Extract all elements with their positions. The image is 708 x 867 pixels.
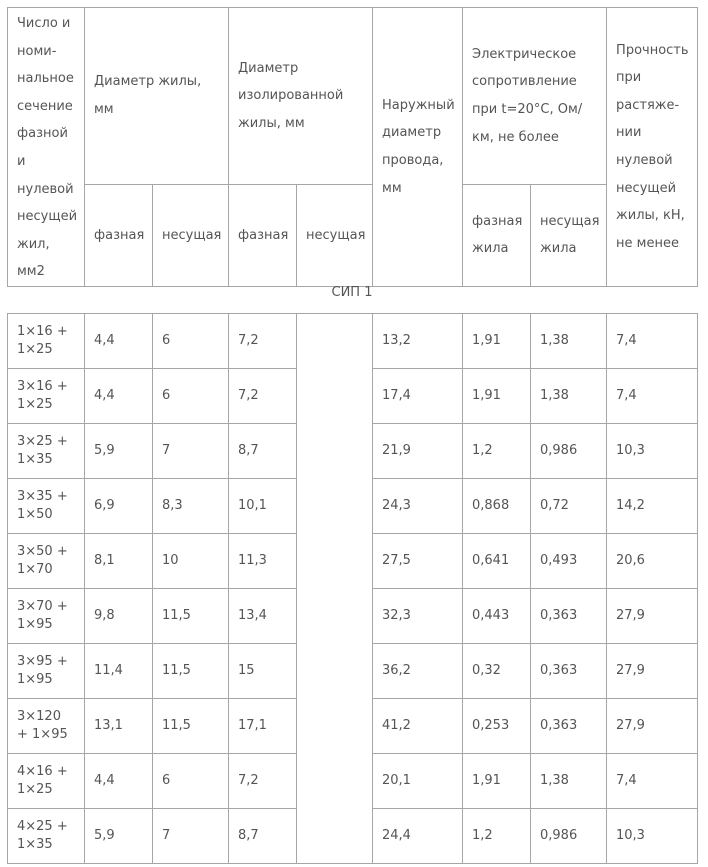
cell-tensile-strength: 10,3 — [607, 424, 698, 479]
cell-core-phase: 5,9 — [85, 809, 153, 864]
cell-cross-section: 3×35 + 1×50 — [8, 479, 85, 534]
cell-insulated-phase: 8,7 — [229, 424, 297, 479]
cell-core-carrier: 6 — [153, 369, 229, 424]
cell-outer-diameter: 21,9 — [373, 424, 463, 479]
cell-resistance-carrier: 0,363 — [531, 699, 607, 754]
cell-cross-section: 3×95 + 1×95 — [8, 644, 85, 699]
cell-core-phase: 6,9 — [85, 479, 153, 534]
cell-resistance-phase: 1,91 — [463, 314, 531, 369]
cell-cross-section: 3×25 + 1×35 — [8, 424, 85, 479]
header-insulated-diameter: Диаметр изолированной жилы, мм — [229, 8, 373, 185]
cell-resistance-phase: 1,91 — [463, 754, 531, 809]
cell-resistance-carrier: 0,986 — [531, 809, 607, 864]
header-cross-section: Число и номи-нальное сечение фазной и нулевой несущей жил, мм2 — [8, 8, 85, 287]
cell-tensile-strength: 27,9 — [607, 699, 698, 754]
header-resistance-phase: фазная жила — [463, 184, 531, 286]
cell-core-phase: 13,1 — [85, 699, 153, 754]
header-resistance-carrier: несущая жила — [531, 184, 607, 286]
table-row — [8, 314, 698, 369]
cell-core-carrier: 11,5 — [153, 644, 229, 699]
cell-tensile-strength: 27,9 — [607, 589, 698, 644]
cell-outer-diameter: 20,1 — [373, 754, 463, 809]
cell-core-phase: 4,4 — [85, 369, 153, 424]
cell-core-carrier: 6 — [153, 314, 229, 369]
cell-cross-section: 3×70 + 1×95 — [8, 589, 85, 644]
cell-resistance-phase: 0,253 — [463, 699, 531, 754]
cell-insulated-phase: 7,2 — [229, 314, 297, 369]
cell-core-carrier: 7 — [153, 809, 229, 864]
header-insulated-phase: фазная — [229, 184, 297, 286]
cell-insulated-phase: 10,1 — [229, 479, 297, 534]
cell-outer-diameter: 24,4 — [373, 809, 463, 864]
cell-core-phase: 4,4 — [85, 314, 153, 369]
cell-resistance-phase: 0,641 — [463, 534, 531, 589]
cell-core-phase: 8,1 — [85, 534, 153, 589]
table-body — [7, 313, 698, 864]
cell-outer-diameter: 13,2 — [373, 314, 463, 369]
cell-tensile-strength: 10,3 — [607, 809, 698, 864]
section-title: СИП 1 — [331, 285, 373, 300]
cell-cross-section: 4×25 + 1×35 — [8, 809, 85, 864]
cell-outer-diameter: 27,5 — [373, 534, 463, 589]
cell-resistance-phase: 0,868 — [463, 479, 531, 534]
cell-tensile-strength: 14,2 — [607, 479, 698, 534]
cell-tensile-strength: 20,6 — [607, 534, 698, 589]
cell-resistance-carrier: 0,493 — [531, 534, 607, 589]
cell-resistance-phase: 1,2 — [463, 809, 531, 864]
table-header — [7, 7, 698, 287]
header-insulated-carrier: несущая — [297, 184, 373, 286]
cell-resistance-carrier: 1,38 — [531, 314, 607, 369]
header-core-carrier: несущая — [153, 184, 229, 286]
cell-core-phase: 5,9 — [85, 424, 153, 479]
cell-core-carrier: 10 — [153, 534, 229, 589]
cell-cross-section: 1×16 + 1×25 — [8, 314, 85, 369]
header-core-phase: фазная — [85, 184, 153, 286]
cell-cross-section: 3×120 + 1×95 — [8, 699, 85, 754]
cell-tensile-strength: 7,4 — [607, 314, 698, 369]
cell-outer-diameter: 24,3 — [373, 479, 463, 534]
cell-cross-section: 4×16 + 1×25 — [8, 754, 85, 809]
cell-insulated-phase: 8,7 — [229, 809, 297, 864]
cell-core-carrier: 11,5 — [153, 699, 229, 754]
cell-outer-diameter: 36,2 — [373, 644, 463, 699]
cell-core-phase: 4,4 — [85, 754, 153, 809]
cell-resistance-carrier: 1,38 — [531, 369, 607, 424]
cell-outer-diameter: 41,2 — [373, 699, 463, 754]
cell-core-carrier: 11,5 — [153, 589, 229, 644]
cell-insulated-phase: 7,2 — [229, 369, 297, 424]
cell-tensile-strength: 7,4 — [607, 754, 698, 809]
cell-core-phase: 9,8 — [85, 589, 153, 644]
cell-cross-section: 3×16 + 1×25 — [8, 369, 85, 424]
cell-insulated-phase: 13,4 — [229, 589, 297, 644]
header-outer-diameter: Наружный диаметр провода, мм — [373, 8, 463, 287]
cell-core-carrier: 8,3 — [153, 479, 229, 534]
cell-insulated-phase: 17,1 — [229, 699, 297, 754]
cell-insulated-phase: 11,3 — [229, 534, 297, 589]
cell-insulated-phase: 15 — [229, 644, 297, 699]
cell-resistance-phase: 0,32 — [463, 644, 531, 699]
cell-resistance-carrier: 0,72 — [531, 479, 607, 534]
cell-resistance-phase: 1,91 — [463, 369, 531, 424]
cell-core-carrier: 6 — [153, 754, 229, 809]
cell-outer-diameter: 17,4 — [373, 369, 463, 424]
cell-insulated-phase: 7,2 — [229, 754, 297, 809]
header-tensile-strength: Прочность при растяже-нии нулевой несущей жилы, кН, не менее — [607, 8, 698, 287]
cell-tensile-strength: 7,4 — [607, 369, 698, 424]
cell-resistance-carrier: 0,363 — [531, 589, 607, 644]
cell-resistance-phase: 0,443 — [463, 589, 531, 644]
cell-outer-diameter: 32,3 — [373, 589, 463, 644]
cell-resistance-phase: 1,2 — [463, 424, 531, 479]
cell-resistance-carrier: 1,38 — [531, 754, 607, 809]
header-resistance: Электрическое сопротивление при t=20°С, Ом/км, не более — [463, 8, 607, 185]
cell-resistance-carrier: 0,986 — [531, 424, 607, 479]
cell-resistance-carrier: 0,363 — [531, 644, 607, 699]
cell-cross-section: 3×50 + 1×70 — [8, 534, 85, 589]
cell-insulated-carrier — [297, 314, 373, 864]
header-core-diameter: Диаметр жилы, мм — [85, 8, 229, 185]
cell-core-carrier: 7 — [153, 424, 229, 479]
cell-core-phase: 11,4 — [85, 644, 153, 699]
cell-tensile-strength: 27,9 — [607, 644, 698, 699]
